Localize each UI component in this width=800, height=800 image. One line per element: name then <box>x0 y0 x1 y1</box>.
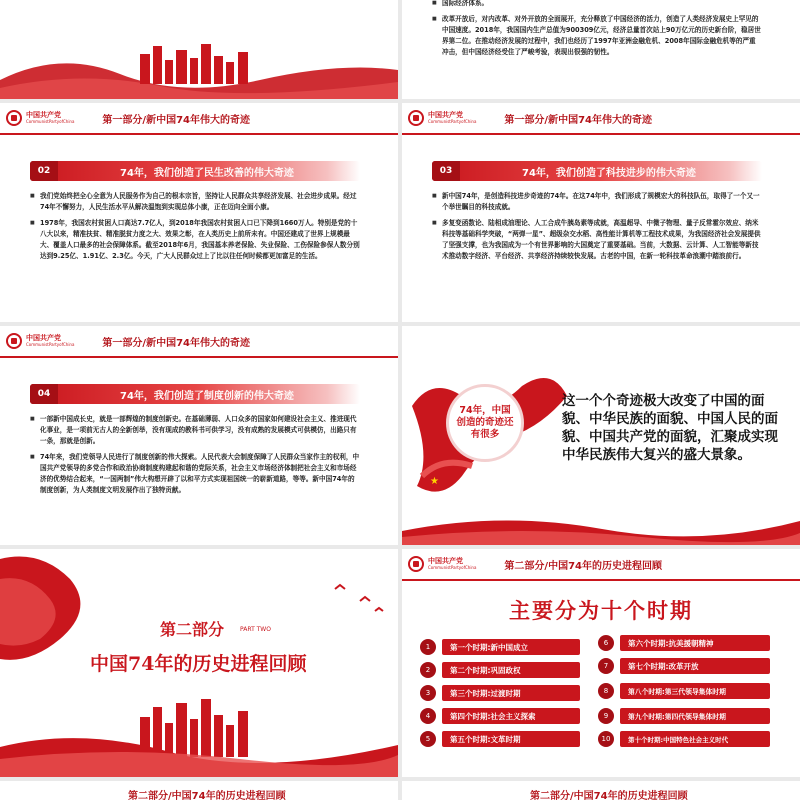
period-number: 2 <box>420 662 436 678</box>
period-number: 5 <box>420 731 436 747</box>
part-title: 中国74年的历史进程回顾 <box>90 653 307 675</box>
paragraph: ■ 国际经济体系。 <box>432 0 762 9</box>
header-title: 第一部分/新中国74年伟大的奇迹 <box>504 114 652 126</box>
section-banner <box>30 161 360 181</box>
slide-top-right[interactable] <box>402 0 800 99</box>
party-logo <box>6 333 74 349</box>
period-label: 第五个时期:文革时期 <box>450 734 521 744</box>
slide-part-two[interactable] <box>0 549 398 777</box>
birds-decoration <box>330 579 390 619</box>
part-label: 第二部分 <box>160 620 225 639</box>
logo-cn: 中国共产党 <box>428 557 463 565</box>
logo-en: CommunistPartyofChina <box>26 119 75 124</box>
section-title: 74年，我们创造了科技进步的伟大奇迹 <box>522 167 696 179</box>
header-title: 第一部分/新中国74年伟大的奇迹 <box>102 337 250 349</box>
logo-cn: 中国共产党 <box>26 111 61 119</box>
slide-body <box>30 191 360 267</box>
period-number: 4 <box>420 708 436 724</box>
period-label: 第八个时期:第三代领导集体时期 <box>628 688 726 696</box>
period-number: 7 <box>598 658 614 674</box>
slide-body <box>432 191 762 267</box>
section-banner <box>30 384 360 404</box>
section-title: 74年，我们创造了民生改善的伟大奇迹 <box>120 167 294 179</box>
period-item[interactable] <box>603 635 770 651</box>
city-skyline-decoration <box>0 697 398 777</box>
paragraph: ■ 一部新中国成长史，就是一部辉煌的制度创新史。在基础薄弱、人口众多的国家如何建设社会主义、推进现代化事业，是一项前无古人的全新创举，没有现成的教科书可供学习，没有成熟的发展模式可供模仿，出路只有一条，那就是创新。 <box>30 414 360 447</box>
period-label: 第九个时期:第四代领导集体时期 <box>628 713 726 721</box>
period-number: 9 <box>598 708 614 724</box>
period-number: 3 <box>420 685 436 701</box>
period-label: 第一个时期:新中国成立 <box>450 642 528 652</box>
slide-ten-periods[interactable] <box>402 549 800 777</box>
slide-03[interactable] <box>402 103 800 322</box>
paragraph: ■ 我们党始终把全心全意为人民服务作为自己的根本宗旨，坚持让人民群众共享经济发展、社会进步成果。经过74年不懈努力，人民生活水平从解决温饱到实现总体小康，正在迈向全面小康。 <box>30 191 360 213</box>
paragraph: ■ 74年来，我们党领导人民进行了制度创新的伟大探索。人民代表大会制度保障了人民群众当家作主的权利，中国共产党领导的多党合作和政治协商制度构建起和谐的党际关系，社会主义市场经济体制把社会主义和市场经济的优势结合起来，“一国两制”伟大构想开辟了以和平方式实现祖国统一的崭新道路，等等。新中国74年的制度创新，为人类制度文明发展作出了独特贡献。 <box>30 452 360 496</box>
section-number: 04 <box>30 384 58 404</box>
period-item[interactable] <box>425 639 580 655</box>
svg-text:★: ★ <box>430 476 439 487</box>
period-item[interactable] <box>425 685 580 701</box>
header-title: 第一部分/新中国74年伟大的奇迹 <box>102 114 250 126</box>
header-title: 第二部分/中国74年的历史进程回顾 <box>504 560 662 572</box>
logo-en: CommunistPartyofChina <box>26 342 75 347</box>
part-label-en: PART TWO <box>240 626 271 633</box>
circle-text: 74年，中国创造的奇迹还有很多 <box>456 405 514 440</box>
party-logo <box>6 110 74 126</box>
period-label: 第七个时期:改革开放 <box>628 661 699 671</box>
party-emblem-icon <box>6 110 22 126</box>
period-item[interactable] <box>603 683 770 699</box>
slide-04[interactable] <box>0 326 398 545</box>
party-emblem-icon <box>408 110 424 126</box>
slide-body <box>30 414 360 501</box>
paragraph: ■ 新中国74年，是创造科技进步奇迹的74年。在这74年中，我们形成了规模宏大的科技队伍，取得了一个又一个举世瞩目的科技成就。 <box>432 191 762 213</box>
period-item[interactable] <box>425 731 580 747</box>
paragraph: ■ 1978年，我国农村贫困人口高达7.7亿人，到2018年我国农村贫困人口已下降到1660万人。特别是党的十八大以来，精准扶贫、精准脱贫力度之大、效果之彰，在人类历史上前所未有。中国还建成了世界上规模最大、覆盖人口最多的社会保障体系。截至2018年6月，我国基本养老保险、失业保险、工伤保险参保人数分别达到9.25亿、1.91亿、2.3亿。今天，广大人民群众过上了比以往任何时候都更加富足的生活。 <box>30 218 360 262</box>
slide-header <box>0 326 398 358</box>
section-banner <box>432 161 762 181</box>
red-wave-decoration <box>0 40 398 99</box>
period-label: 第三个时期:过渡时期 <box>450 688 521 698</box>
header-title: 第二部分/中国74年的历史进程回顾 <box>530 791 688 800</box>
slide-header <box>402 103 800 135</box>
quote-circle <box>446 384 524 462</box>
period-item[interactable] <box>603 658 770 674</box>
logo-en: CommunistPartyofChina <box>428 119 477 124</box>
period-number: 6 <box>598 635 614 651</box>
party-logo <box>408 110 476 126</box>
slide-body <box>432 0 762 63</box>
section-number: 03 <box>432 161 460 181</box>
period-number: 8 <box>598 683 614 699</box>
party-emblem-icon <box>408 556 424 572</box>
logo-en: CommunistPartyofChina <box>428 565 477 570</box>
period-label: 第二个时期:巩固政权 <box>450 665 521 675</box>
period-number: 1 <box>420 639 436 655</box>
slide-top-left[interactable] <box>0 0 398 99</box>
period-number: 10 <box>598 731 614 747</box>
period-item[interactable] <box>425 708 580 724</box>
logo-cn: 中国共产党 <box>26 334 61 342</box>
party-emblem-icon <box>6 333 22 349</box>
red-wave-decoration <box>402 511 800 545</box>
period-label: 第四个时期:社会主义探索 <box>450 711 536 721</box>
slide-quote[interactable] <box>402 326 800 545</box>
section-title: 74年，我们创造了制度创新的伟大奇迹 <box>120 390 294 402</box>
period-label: 第六个时期:抗美援朝精神 <box>628 638 714 648</box>
period-item[interactable] <box>425 662 580 678</box>
period-item[interactable] <box>603 708 770 724</box>
slide-bottom-left[interactable] <box>0 781 398 800</box>
section-number: 02 <box>30 161 58 181</box>
header-title: 第二部分/中国74年的历史进程回顾 <box>128 791 286 800</box>
slide-02[interactable] <box>0 103 398 322</box>
paragraph: ■ 改革开放后，对内改革、对外开放的全面展开，充分释放了中国经济的活力，创造了人类经济发展史上罕见的中国速度。2018年，我国国内生产总值为900309亿元，经济总量首次站上90万亿元的历史新台阶，稳居世界第二位。在推动经济发展的过程中，我们也经历了1997年亚洲金融危机、2008年国际金融危机等的严重冲击，但中国经济经受住了严峻考验，表现出很强的韧性。 <box>432 14 762 58</box>
period-label: 第十个时期:中国特色社会主义时代 <box>628 735 729 744</box>
logo-cn: 中国共产党 <box>428 111 463 119</box>
paragraph: ■ 多复变函数论、陆相成油理论、人工合成牛胰岛素等成就，高温超导、中微子物理、量子反常霍尔效应、纳米科技等基础科学突破，“两弹一星”、超级杂交水稻、高性能计算机等工程技术成果，为我国经济社会发展提供了坚强支撑，也为我国成为一个有世界影响的大国奠定了重要基础。当前，大数据、云计算、人工智能等新技术推动数字经济、平台经济、共享经济持续较快发展。古老的中国，在新一轮科技革命浪潮中踏浪前行。 <box>432 218 762 262</box>
slide-header <box>402 549 800 581</box>
party-logo <box>408 556 476 572</box>
slide-bottom-right[interactable] <box>402 781 800 800</box>
period-item[interactable] <box>601 731 770 747</box>
slide-header <box>0 103 398 135</box>
periods-title: 主要分为十个时期 <box>509 599 693 623</box>
quote-text: 这一个个奇迹极大改变了中国的面貌、中华民族的面貌、中国人民的面貌、中国共产党的面貌，汇聚成实现中华民族伟大复兴的盛大景象。 <box>562 393 778 463</box>
